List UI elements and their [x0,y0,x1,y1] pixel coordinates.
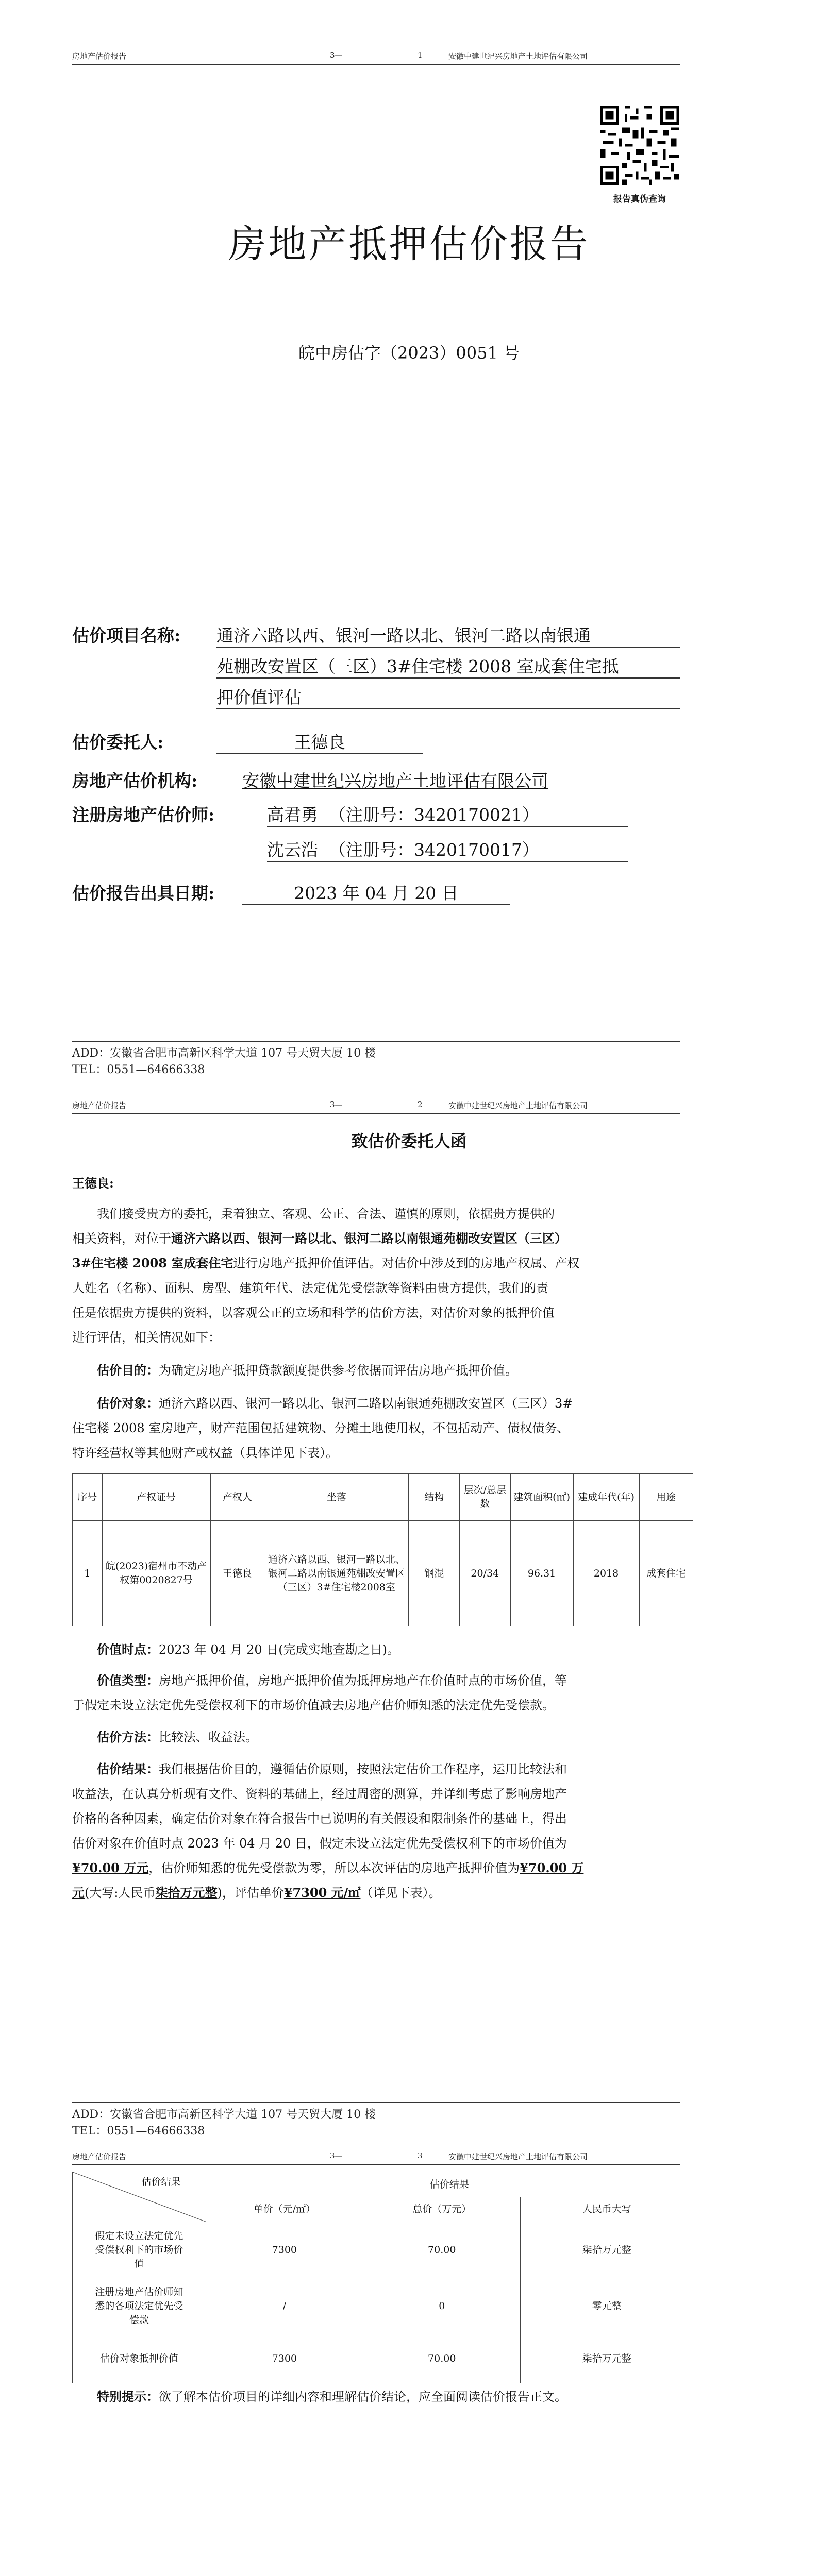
issue-date-label: 估价报告出具日期: [72,883,215,903]
row-total: 70.00 [363,2334,521,2383]
cell-location: 通济六路以西、银河一路以北、银河二路以南银通苑棚改安置区（三区）3#住宅楼2008室 [264,1521,408,1626]
col-area: 建筑面积(㎡) [510,1474,573,1521]
tips-text: 欲了解本估价项目的详细内容和理解估价结论，应全面阅读估价报告正文。 [159,2389,567,2404]
value-date-text: 2023 年 04 月 20 日(完成实地查勘之日)。 [159,1642,400,1657]
col-year: 建成年代(年) [573,1474,639,1521]
intro-line-6: 进行评估，相关情况如下： [72,1330,221,1345]
method-row [97,1726,258,1749]
mortgage-value: ¥70.00 万 [520,1860,584,1875]
col-capital: 人民币大写 [521,2197,693,2222]
special-tips-row [97,2385,567,2408]
row-capital: 柒拾万元整 [521,2222,693,2278]
project-name-line3: 押价值评估 [216,684,680,709]
footer-rule [72,2102,680,2103]
col-total-price: 总价（万元） [363,2197,521,2222]
row-total: 70.00 [363,2222,521,2278]
col-location: 坐落 [264,1474,408,1521]
result-text: )，评估单价 [217,1886,284,1900]
page-header-company: 安徽中建世纪兴房地产土地评估有限公司 [448,52,588,61]
page-header-company: 安徽中建世纪兴房地产土地评估有限公司 [448,2152,588,2161]
col-floor: 层次/总层数 [460,1474,511,1521]
appraiser-2: 沈云浩 （注册号：3420170017） [267,837,628,862]
unit-price: ¥7300 元/㎡ [283,1885,361,1900]
page-number: 2 [418,1100,423,1109]
footer-rule [72,1041,680,1042]
corner-label: 估价结果 [141,2176,181,2188]
object-label: 估价对象： [97,1396,159,1411]
row-unit: 7300 [206,2334,363,2383]
table-header-row [73,2172,693,2197]
result-text: (大写:人民币 [85,1886,156,1900]
object-row [97,1392,573,1415]
group-header: 估价结果 [206,2172,693,2197]
corner-cell [73,2172,206,2222]
mortgage-value-unit: 元 [72,1885,85,1900]
purpose-label: 估价目的： [97,1363,159,1378]
value-date-row [97,1638,399,1661]
property-table [72,1473,693,1626]
row-capital: 零元整 [521,2278,693,2334]
row-item: 注册房地产估价师知悉的各项法定优先受偿款 [73,2278,206,2334]
table-row [73,1521,693,1626]
project-name-line2: 苑棚改安置区（三区）3#住宅楼 2008 室成套住宅抵 [216,653,680,679]
agency-label: 房地产估价机构: [72,771,198,791]
intro-text: 相关资料，对位于 [72,1231,171,1246]
cell-area: 96.31 [510,1521,573,1626]
col-usage: 用途 [639,1474,693,1521]
intro-line-3 [72,1252,579,1275]
result-line-6 [72,1882,441,1904]
intro-line-5: 任是依据贵方提供的资料，以客观公正的立场和科学的估价方法，对估价对象的抵押价值 [72,1306,555,1320]
footer-phone: TEL：0551—64666338 [72,1063,205,1076]
table-row [73,2334,693,2383]
result-line-3: 价格的各种因素，确定估价对象在符合报告中已说明的有关假设和限制条件的基础上，得出 [72,1811,567,1826]
value-date-label: 价值时点： [97,1642,159,1657]
row-total: 0 [363,2278,521,2334]
footer-address: ADD：安徽省合肥市高新区科学大道 107 号天贸大厦 10 楼 [72,2108,376,2121]
row-item: 假定未设立法定优先受偿权利下的市场价值 [73,2222,206,2278]
row-item: 估价对象抵押价值 [73,2334,206,2383]
cell-owner: 王德良 [210,1521,264,1626]
property-unit: 3#住宅楼 2008 室成套住宅 [72,1256,233,1270]
row-unit: / [206,2278,363,2334]
col-unit-price: 单价（元/㎡） [206,2197,363,2222]
diagonal-line [73,2172,206,2222]
table-header-row [73,1474,693,1521]
letter-title: 致估价委托人函 [351,1131,467,1151]
result-text: 我们根据估价目的，遵循估价原则，按照法定估价工作程序，运用比较法和 [159,1762,567,1776]
table-row [73,2222,693,2278]
value-type-text: 房地产抵押价值，房地产抵押价值为抵押房地产在价值时点的市场价值，等 [159,1673,567,1688]
col-owner: 产权人 [210,1474,264,1521]
header-rule [72,2164,680,2165]
agency-name: 安徽中建世纪兴房地产土地评估有限公司 [242,771,548,791]
page-header-left: 房地产估价报告 [72,2152,127,2161]
report-number: 皖中房估字（2023）0051 号 [298,343,520,363]
table-row [73,2278,693,2334]
result-text: （详见下表）。 [360,1886,441,1900]
cell-year: 2018 [573,1521,639,1626]
result-row [97,1758,567,1781]
client-name: 王德良 [216,729,423,754]
result-label: 估价结果： [97,1761,159,1776]
object-text: 通济六路以西、银河一路以北、银河二路以南银通苑棚改安置区（三区）3# [159,1396,573,1411]
page-header-mid: 3— [330,50,343,60]
report-title: 房地产抵押估价报告 [228,222,590,266]
cell-no: 1 [73,1521,103,1626]
value-type-label: 价值类型： [97,1673,159,1688]
col-structure: 结构 [409,1474,460,1521]
market-value: ¥70.00 万元 [72,1860,149,1875]
col-no: 序号 [73,1474,103,1521]
tips-label: 特别提示： [97,2389,159,2404]
row-unit: 7300 [206,2222,363,2278]
value-type-row [97,1669,567,1692]
intro-line-1: 我们接受贵方的委托，秉着独立、客观、公正、合法、谨慎的原则，依据贵方提供的 [97,1207,555,1221]
project-name-line1: 通济六路以西、银河一路以北、银河二路以南银通 [216,622,680,648]
object-line-3: 特许经营权等其他财产或权益（具体详见下表）。 [72,1446,338,1460]
result-text: ，估价师知悉的优先受偿款为零，所以本次评估的房地产抵押价值为 [148,1861,520,1875]
qr-code-icon[interactable] [600,106,679,185]
method-text: 比较法、收益法。 [159,1730,258,1744]
intro-line-2 [72,1227,567,1250]
appraiser-1: 高君勇 （注册号：3420170021） [267,802,628,827]
valuation-result-table [72,2172,693,2383]
method-label: 估价方法： [97,1730,159,1744]
client-label: 估价委托人: [72,732,164,752]
col-cert: 产权证号 [102,1474,210,1521]
cell-structure: 钢混 [409,1521,460,1626]
page-header-company: 安徽中建世纪兴房地产土地评估有限公司 [448,1101,588,1110]
property-location: 通济六路以西、银河一路以北、银河二路以南银通苑棚改安置区（三区） [171,1231,567,1246]
footer-phone: TEL：0551—64666338 [72,2125,205,2138]
result-line-4: 估价对象在价值时点 2023 年 04 月 20 日，假定未设立法定优先受偿权利下的市场价值为 [72,1836,567,1851]
letter-salutation: 王德良: [72,1176,114,1191]
page-number: 3 [418,2151,423,2160]
cell-cert: 皖(2023)宿州市不动产权第0020827号 [102,1521,210,1626]
row-capital: 柒拾万元整 [521,2334,693,2383]
object-line-2: 住宅楼 2008 室房地产，财产范围包括建筑物、分摊土地使用权，不包括动产、债权债务、 [72,1421,570,1435]
page-header-mid: 3— [330,1100,343,1109]
result-line-2: 收益法，在认真分析现有文件、资料的基础上，经过周密的测算，并详细考虑了影响房地产 [72,1787,567,1801]
intro-line-4: 人姓名（名称）、面积、房型、建筑年代、法定优先受偿款等资料由贵方提供，我们的责 [72,1281,548,1295]
page-header-mid: 3— [330,2151,343,2160]
appraiser-label: 注册房地产估价师: [72,805,215,825]
purpose-text: 为确定房地产抵押贷款额度提供参考依据而评估房地产抵押价值。 [159,1363,517,1378]
value-in-words: 柒拾万元整 [155,1885,218,1900]
page-header-left: 房地产估价报告 [72,52,127,61]
header-rule [72,64,680,65]
issue-date: 2023 年 04 月 20 日 [242,880,510,905]
project-name-label: 估价项目名称: [72,625,181,646]
cell-floor: 20/34 [460,1521,511,1626]
purpose-row [97,1359,517,1382]
page-number: 1 [418,50,423,60]
footer-address: ADD：安徽省合肥市高新区科学大道 107 号天贸大厦 10 楼 [72,1047,376,1060]
cell-usage: 成套住宅 [639,1521,693,1626]
result-line-5 [72,1857,583,1879]
qr-caption: 报告真伪查询 [613,194,666,205]
intro-text: 进行房地产抵押价值评估。对估价中涉及到的房地产权属、产权 [233,1256,580,1270]
page-header-left: 房地产估价报告 [72,1101,127,1110]
value-type-line-2: 于假定未设立法定优先受偿权利下的市场价值减去房地产估价师知悉的法定优先受偿款。 [72,1698,555,1713]
header-rule [72,1113,680,1114]
